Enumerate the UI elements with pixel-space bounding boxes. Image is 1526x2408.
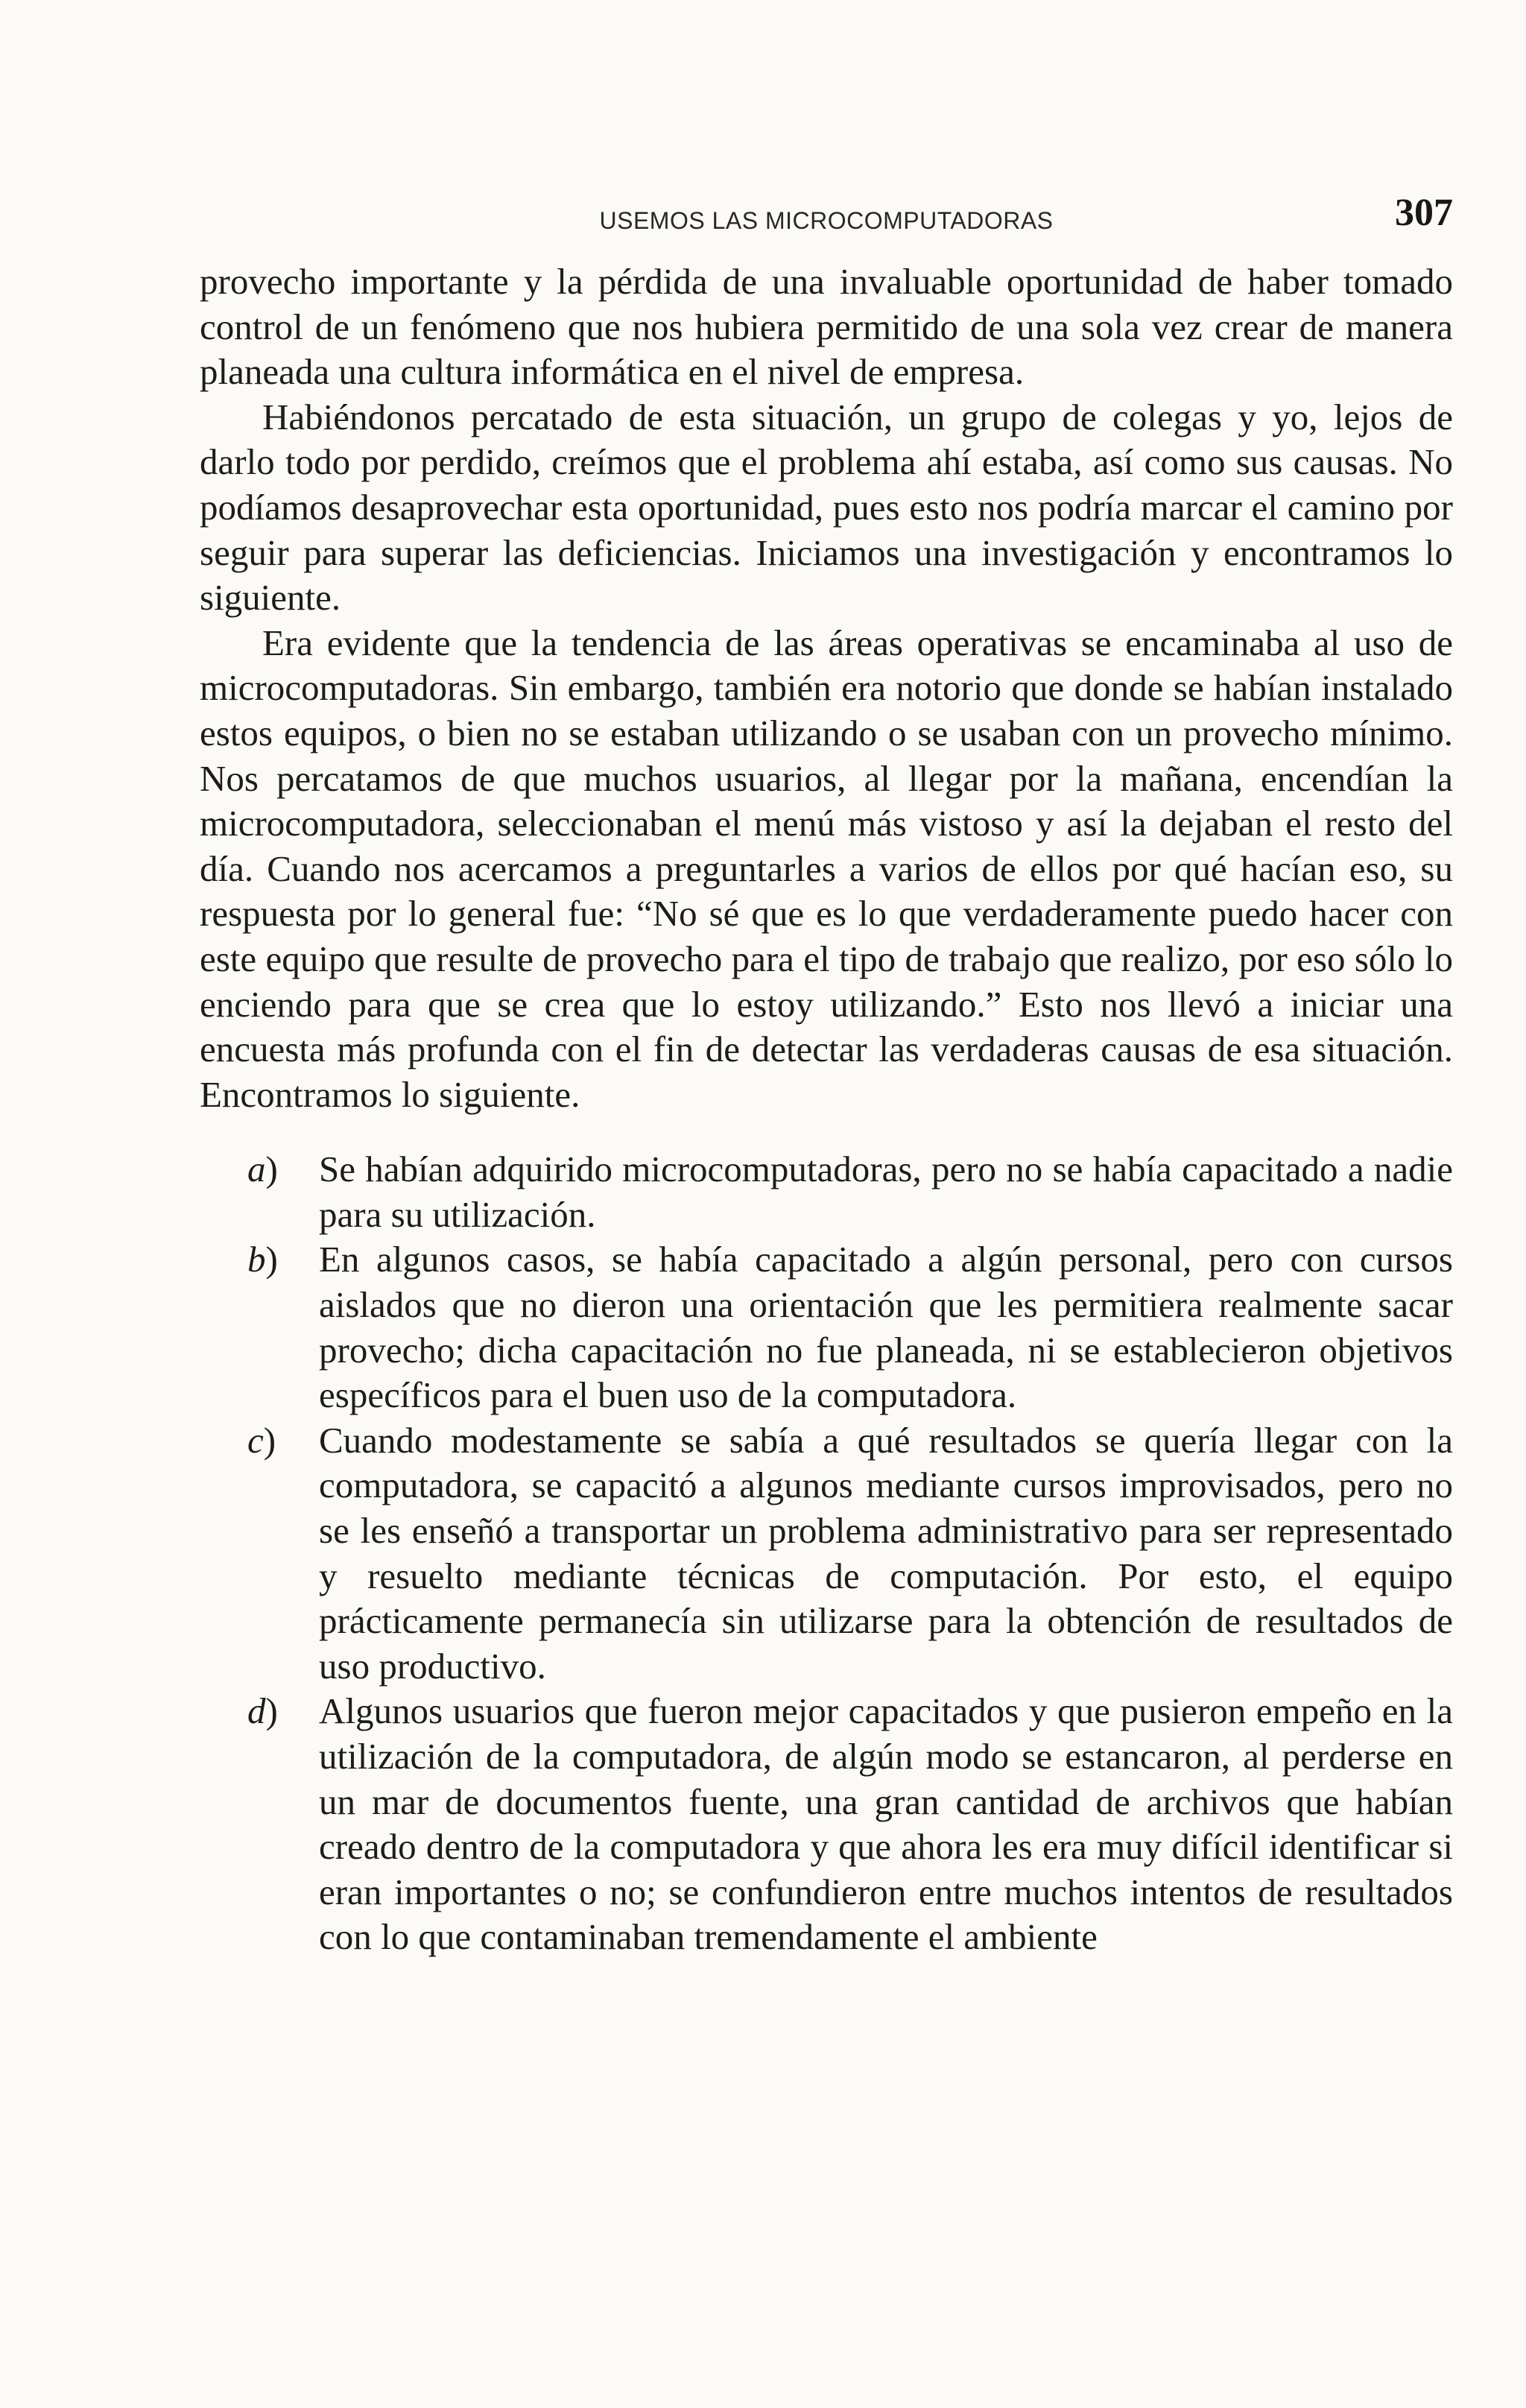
paragraph-2: Habiéndonos percatado de esta situación, un grupo de colegas y yo, lejos de darlo todo por perdido, creímos que el problema ahí estaba, así como sus causas. No podíamos desaprovechar esta oportunidad, pues esto nos podría marcar el camino por seguir para superar las deficiencias. Iniciamos una investigación y encontramos lo siguiente. — [200, 396, 1453, 619]
running-header — [200, 186, 1453, 246]
paragraph-3: Era evidente que la tendencia de las áreas operativas se encaminaba al uso de microcomputadoras. Sin embargo, también era notorio que donde se habían instalado estos equipos, o bien no se estaban utilizando o se usaban con un provecho mínimo. Nos percatamos de que muchos usuarios, al llegar por la mañana, encendían la microcomputadora, seleccionaban el menú más vistoso y así la dejaban el resto del día. Cuando nos acercamos a preguntarles a varios de ellos por qué hacían eso, su respuesta por lo general fue: “No sé que es lo que verdaderamente puedo hacer con este equipo que resulte de provecho para el tipo de trabajo que realizo, por eso sólo lo enciendo para que se crea que lo estoy utilizando.” Esto nos llevó a iniciar una encuesta más profunda con el fin de detectar las verdaderas causas de esa situación. Encontramos lo siguiente. — [200, 622, 1453, 1115]
body-text — [200, 259, 1453, 1960]
list-item-label — [247, 1418, 319, 1464]
list-item-paren: ) — [265, 1148, 278, 1190]
book-page — [200, 186, 1453, 1960]
list-item-label — [247, 1689, 319, 1734]
running-title: USEMOS LAS MICROCOMPUTADORAS — [599, 207, 1054, 234]
findings-list — [200, 1147, 1453, 1960]
list-item-text: Algunos usuarios que fueron mejor capacitados y que pusieron empeño en la utilización de la computadora, de algún modo se estancaron, al perderse en un mar de documentos fuente, una gran cantidad de archivos que habían creado dentro de la computadora y que ahora les era muy difícil identificar si eran importantes o no; se confundieron entre muchos intentos de resultados con lo que contaminaban tremendamente el ambiente — [319, 1690, 1453, 1958]
list-item-label — [247, 1237, 319, 1283]
list-item-letter: d — [247, 1690, 266, 1732]
list-item-a — [200, 1147, 1453, 1237]
list-item-paren: ) — [265, 1239, 278, 1280]
paragraph-1: provecho importante y la pérdida de una invaluable oportunidad de haber tomado control de un fenómeno que nos hubiera permitido de una sola vez crear de manera planeada una cultura informática en el nivel de empresa. — [200, 261, 1453, 393]
list-item-text: Se habían adquirido microcomputadoras, pero no se había capacitado a nadie para su utilización. — [319, 1148, 1453, 1235]
list-item-letter: c — [247, 1419, 264, 1461]
list-item-d — [200, 1689, 1453, 1960]
list-item-letter: a — [247, 1148, 266, 1190]
list-item-text: Cuando modestamente se sabía a qué resultados se quería llegar con la computadora, se capacitó a algunos mediante cursos improvisados, pero no se les enseñó a transportar un problema administrativo para ser representado y resuelto mediante técnicas de computación. Por esto, el equipo prácticamente permanecía sin utilizarse para la obtención de resultados de uso productivo. — [319, 1419, 1453, 1687]
list-item-label — [247, 1147, 319, 1192]
list-item-paren: ) — [263, 1419, 276, 1461]
list-item-text: En algunos casos, se había capacitado a algún personal, pero con cursos aislados que no dieron una orientación que les permitiera realmente sacar provecho; dicha capacitación no fue planeada, ni se establecieron objetivos específicos para el buen uso de la computadora. — [319, 1239, 1453, 1416]
list-item-b — [200, 1237, 1453, 1418]
list-item-paren: ) — [265, 1690, 278, 1732]
list-item-c — [200, 1418, 1453, 1690]
list-item-letter: b — [247, 1239, 266, 1280]
page-number: 307 — [1395, 192, 1453, 234]
